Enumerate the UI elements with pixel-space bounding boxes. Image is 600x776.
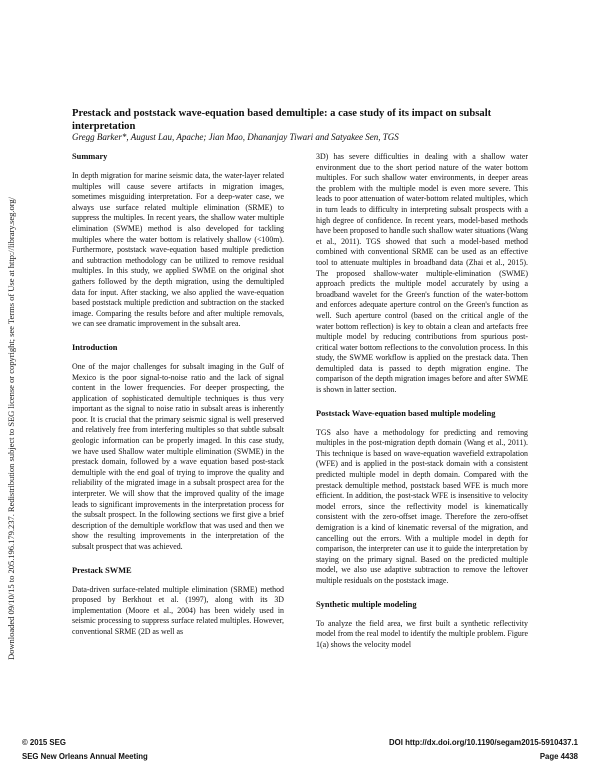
paper-authors: Gregg Barker*, August Lau, Apache; Jian Mao, Dhananjay Tiwari and Satyakee Sen, TGS [72, 132, 399, 142]
synthetic-paragraph: To analyze the field area, we first built a synthetic reflectivity model from the real model to identify the multiple problem. Figure 1(a) shows the velocity model [316, 618, 528, 649]
right-column [316, 152, 528, 663]
page-number: Page 4438 [539, 752, 578, 761]
left-column [72, 152, 284, 651]
summary-paragraph: In depth migration for marine seismic data, the water-layer related multiples will cause severe artifacts in migration images, sometimes misguiding interpretation. For a deep-water case, we always use surface related multiple elimination (SRME) to suppress the multiples. In recent years, the shallow water multiple elimination (SWME) method is also developed for tackling multiples where the water bottom is relatively shallow (<100m). Furthermore, poststack wave-equation based multiple prediction and subtraction methodology can be utilized to remove residual multiples. In this study, we applied SWME on the original shot gathers followed by the depth migration, using the demultipled data for input. After stacking, we also applied the wave-equation based poststack multiple prediction and subtraction on the stacked image. Comparing the results before and after multiple removals, we can see dramatic improvement in the subsalt area. [72, 171, 284, 329]
poststack-paragraph: TGS also have a methodology for predicting and removing multiples in the post-migration depth domain (Wang et al., 2011). This technique is based on wave-equation wavefield extrapolation (WFE) and is applied in the post-stack domain with a consistent predicted multiple model in depth domain. Compared with the prestack demultiple method, poststack based WFE is much more efficient. In addition, the post-stack WFE is insensitive to velocity model errors, since the reflectivity model is kinematically consistent with the zero-offset image. Therefore the zero-offset demigration is a kind of kinematic reversal of the migration, and cancelling out the errors. With a multiple model in depth for comparison, the interpreter can use it to guide the interpretation by staying on the primary signal. Based on the predicted multiple model, we also use adaptive subtraction to remove the leftover multiple residuals on the poststack image. [316, 427, 528, 585]
introduction-heading: Introduction [72, 342, 118, 352]
prestack-swme-continued-paragraph: 3D) has severe difficulties in dealing with a shallow water environment due to the short period nature of the water bottom multiples. For such shallow water environments, in deeper areas the problem with the multiple model is even more severe. This leads to poor attenuation of water-bottom related multiples, which in turn leads to difficulty in interpreting subsalt prospects with a high degree of confidence. In recent years, model-based methods have been proposed to handle such shallow water situations (Wang et al., 2011). TGS showed that such a model-based method combined with conventional SRME can be used as an effective tool to attenuate multiples in broadband data (Zhai et al., 2015). The proposed shallow-water multiple-elimination (SWME) approach predicts the multiple model accurately by using a broadband wavelet for the Green's function of the water-bottom and enforces adequate aperture control on the Green's function as well. Such aperture control (based on the critical angle of the water bottom reflection) is key to obtain a clean and artefacts free multiple model by reducing contributions from spurious post-critical water bottom reflections to the convolution process. In this study, the SWME workflow is applied on the prestack data. Then demultipled data is passed to depth migration engine. The comparison of the depth migration images before and after SWME is shown in latter section. [316, 152, 528, 395]
introduction-paragraph: One of the major challenges for subsalt imaging in the Gulf of Mexico is the poor signal-to-noise ratio and the lack of signal content in the lower frequencies. For deeper prospecting, the application of sophisticated demultiple techniques is thus very important as the signal to noise ratio in subsalt areas is inherently poor. It is crucial that the primary seismic signal is well preserved and relatively free from interfering multiples so that subtle subsalt geologic information can be properly imaged. In this case study, we have used Shallow water multiple elimination (SWME) in the prestack domain, followed by a wave equation based post-stack demultiple with the end goal of trying to improve the quality and reliability of the migrated image in a subsalt prospect area for the interpreter. We will show that the improved quality of the image leads to significant improvements in the interpretation process for the subsalt prospect. In the following sections we first give a brief description of the demultiple workflow that was used and then we show the resulting improvements in the interpretation of the subsalt prospect that was achieved. [72, 361, 284, 551]
paper-title: Prestack and poststack wave-equation based demultiple: a case study of its impact on subsalt interpretation [72, 108, 492, 132]
poststack-heading: Poststack Wave-equation based multiple modeling [316, 408, 496, 418]
doi-link[interactable]: DOI http://dx.doi.org/10.1190/segam2015-5910437.1 [389, 738, 578, 747]
summary-heading: Summary [72, 152, 108, 161]
synthetic-heading: Synthetic multiple modeling [316, 599, 417, 609]
download-notice-sidebar [4, 95, 18, 660]
meeting-name: SEG New Orleans Annual Meeting [22, 752, 148, 761]
copyright-notice: © 2015 SEG [22, 738, 66, 747]
prestack-swme-paragraph: Data-driven surface-related multiple elimination (SRME) method proposed by Berkhout et al. (1997), along with its 3D implementation (Moore et al., 2004) has been widely used in seismic processing to suppress surface related multiples. However, conventional SRME (2D as well as [72, 584, 284, 636]
footer-bottom-row [22, 752, 578, 764]
prestack-swme-heading: Prestack SWME [72, 565, 132, 575]
footer-top-row [22, 738, 578, 750]
download-notice-text: Downloaded 09/10/15 to 205.196.179.237. Redistribution subject to SEG license or copyright; see Terms of Use at http://library.seg.org/ [6, 197, 16, 660]
